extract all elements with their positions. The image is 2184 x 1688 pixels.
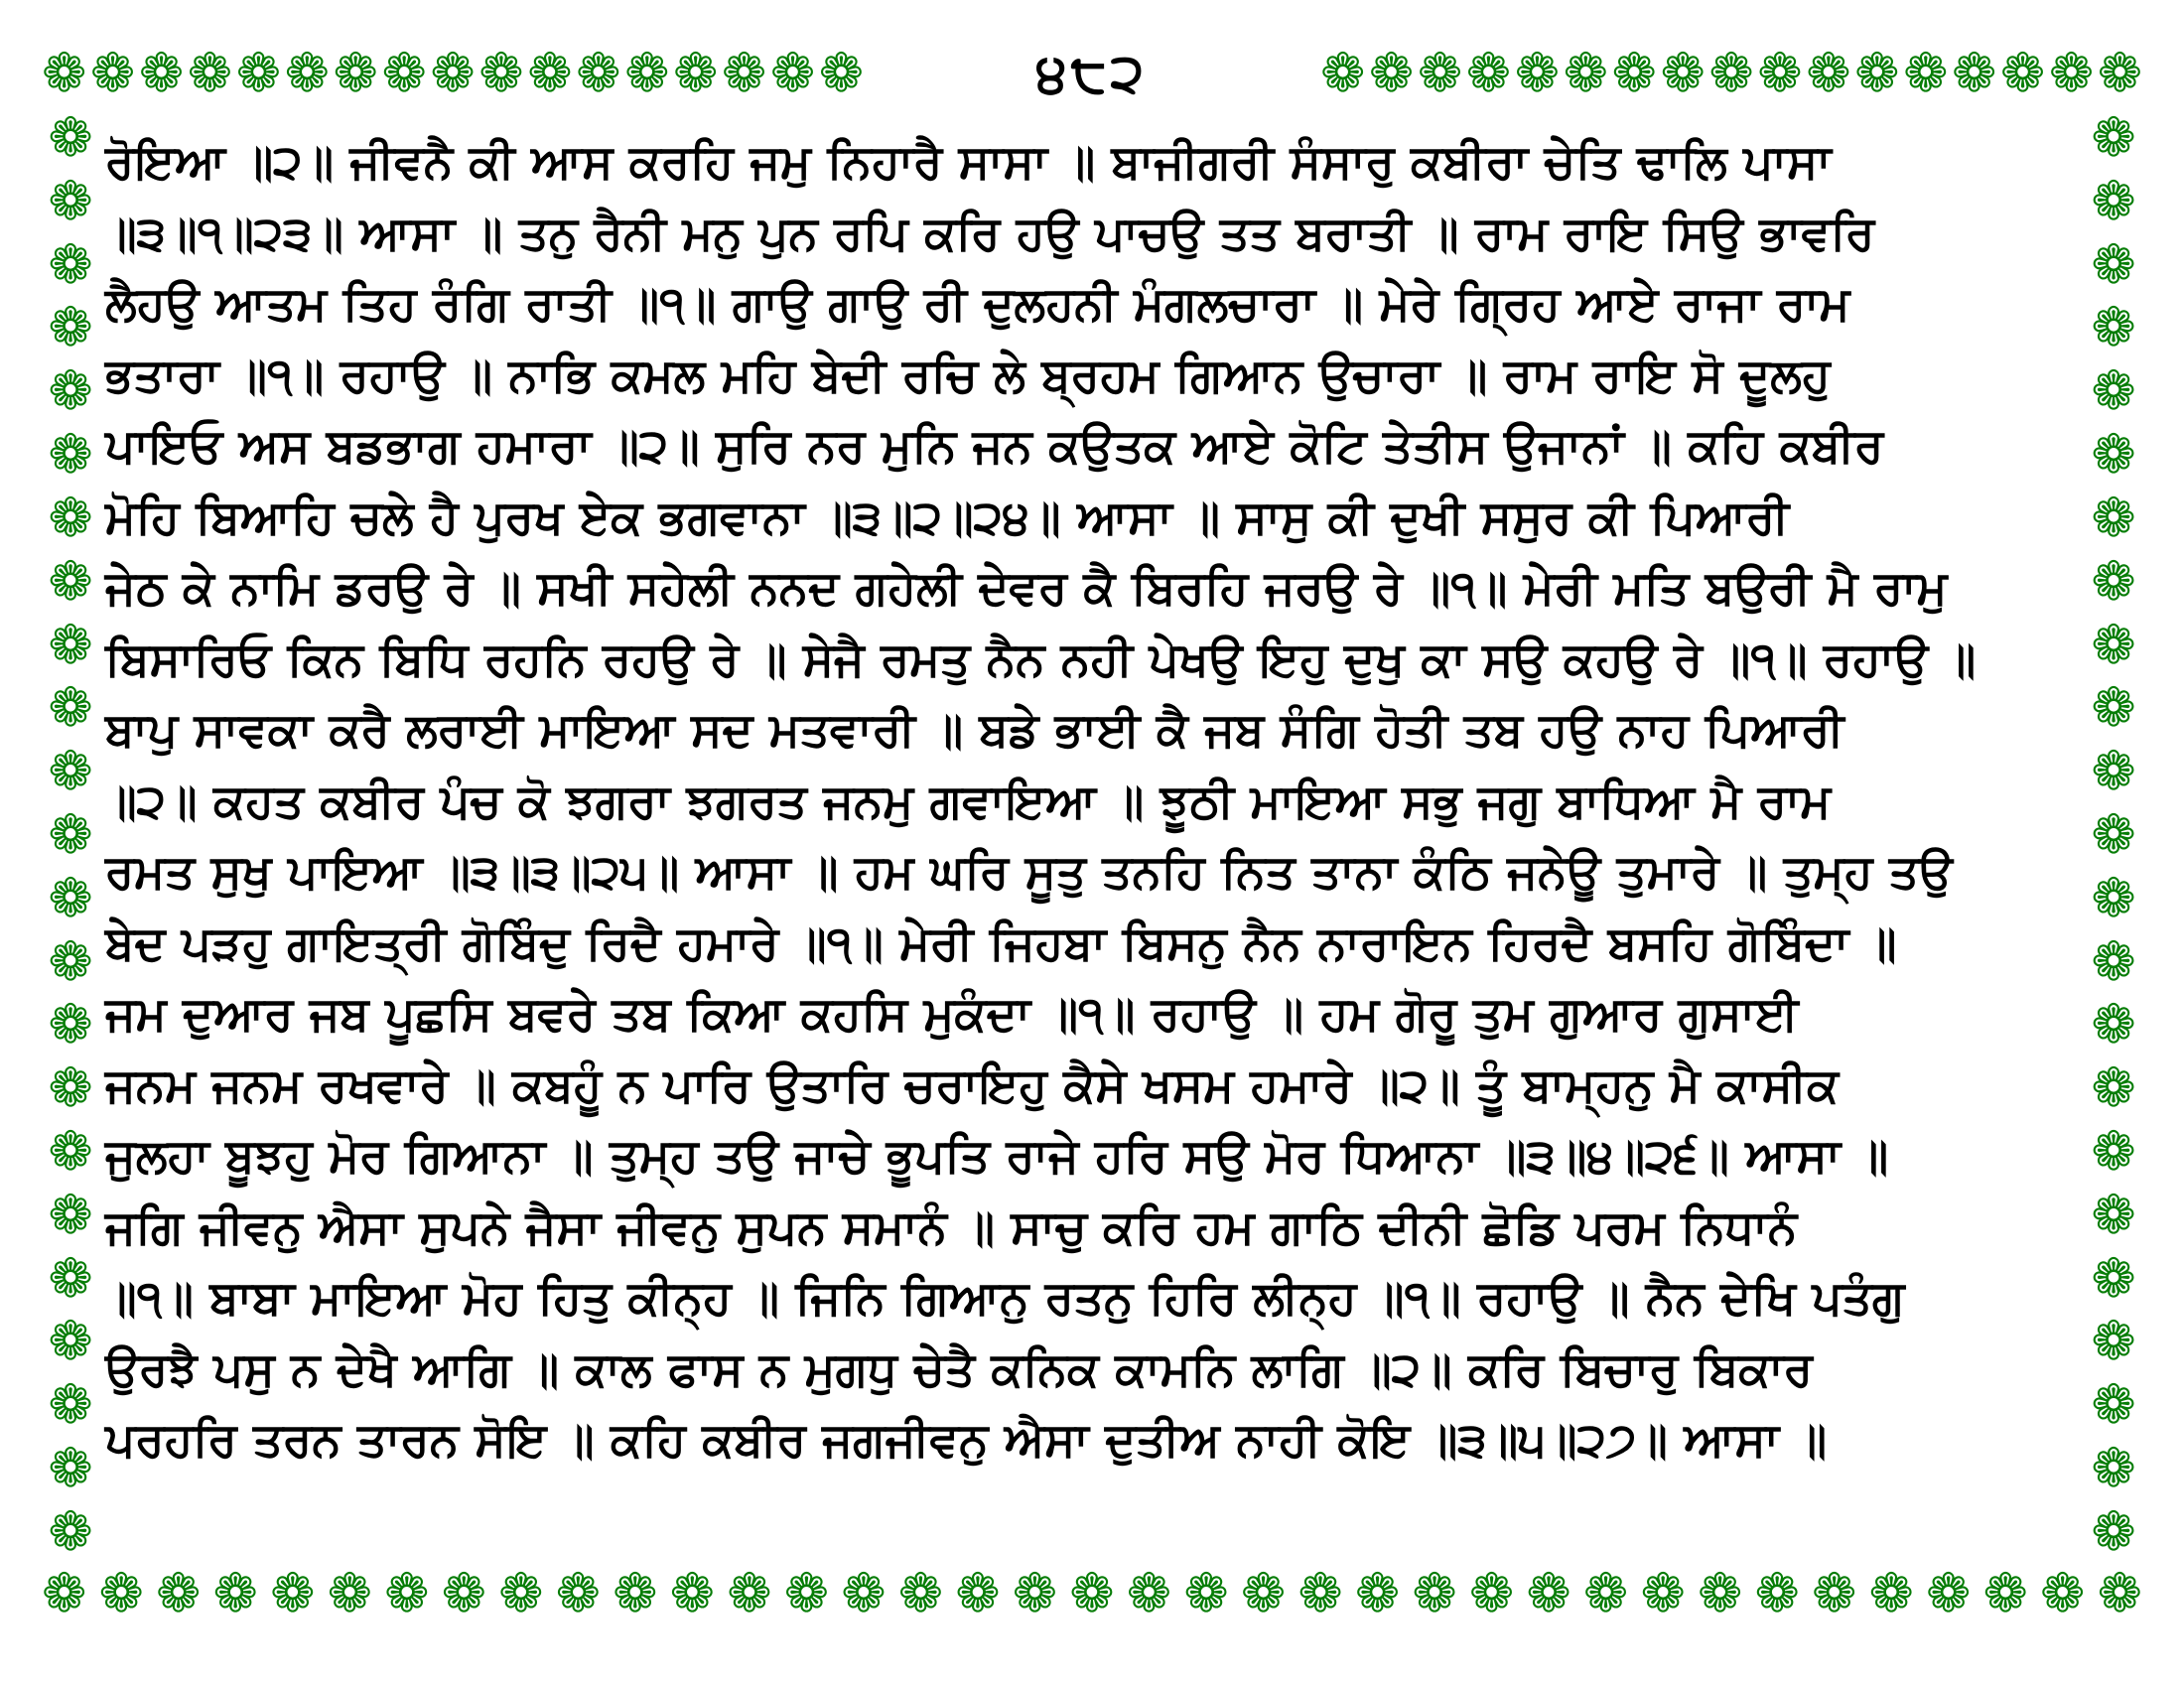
flower-icon: ❁: [42, 1562, 87, 1624]
flower-icon: ❁: [841, 1562, 887, 1624]
flower-icon: ❁: [48, 740, 93, 803]
page-number-slot: [864, 42, 1320, 105]
flower-icon: ❁: [783, 1562, 829, 1624]
flower-icon: ❁: [48, 169, 93, 232]
scripture-line: ਬਿਸਾਰਿਓ ਕਿਨ ਬਿਧਿ ਰਹਨਿ ਰਹਉ ਰੇ ॥ ਸੇਜੈ ਰਮਤੁ ਨੈਨ ਨਹੀ ਪੇਖਉ ਇਹੁ ਦੁਖੁ ਕਾ ਸਉ ਕਹਉ ਰੇ ॥੧॥ ਰਹਾਉ ॥: [105, 632, 1977, 687]
scripture-line: ਜਨਮ ਜਨਮ ਰਖਵਾਰੇ ॥ ਕਬਹੂੰ ਨ ਪਾਰਿ ਉਤਾਰਿ ਚਰਾਇਹੁ ਕੈਸੇ ਖਸਮ ਹਮਾਰੇ ॥੨॥ ਤੂੰ ਬਾਮ੍ਹਨੁ ਮੈ ਕਾਸੀਕ: [105, 1057, 1840, 1113]
flower-icon: ❁: [1697, 1562, 1743, 1624]
flower-icon: ❁: [1611, 42, 1657, 104]
scripture-line: ਰੋਇਆ ॥੨॥ ਜੀਵਨੈ ਕੀ ਆਸ ਕਰਹਿ ਜਮੁ ਨਿਹਾਰੈ ਸਾਸਾ ॥ ਬਾਜੀਗਰੀ ਸੰਸਾਰੁ ਕਬੀਰਾ ਚੇਤਿ ਢਾਲਿ ਪਾਸਾ: [105, 135, 1832, 190]
flower-icon: ❁: [1368, 42, 1415, 104]
flower-icon: ❁: [1660, 42, 1706, 104]
flower-icon: ❁: [1999, 42, 2046, 104]
flower-icon: ❁: [672, 42, 719, 104]
scripture-line: ਪਾਇਓ ਅਸ ਬਡਭਾਗ ਹਮਾਰਾ ॥੨॥ ਸੁਰਿ ਨਰ ਮੁਨਿ ਜਨ ਕਉਤਕ ਆਏ ਕੋਟਿ ਤੇਤੀਸ ਉਜਾਨਾਂ ॥ ਕਹਿ ਕਬੀਰ: [105, 419, 1884, 474]
flower-icon: ❁: [1412, 1562, 1457, 1624]
flower-icon: ❁: [818, 42, 864, 104]
flower-border-icon: [42, 1562, 2142, 1624]
flower-icon: ❁: [1582, 1562, 1629, 1624]
flower-icon: ❁: [1069, 1562, 1115, 1624]
scripture-line: ਉਰਝੈ ਪਸੁ ਨ ਦੇਖੈ ਆਗਿ ॥ ਕਾਲ ਫਾਸ ਨ ਮੁਗਧੁ ਚੇਤੈ ਕਨਿਕ ਕਾਮਨਿ ਲਾਗਿ ॥੨॥ ਕਰਿ ਬਿਚਾਰੁ ਬਿਕਾਰ: [105, 1341, 1813, 1397]
flower-icon: ❁: [1320, 42, 1366, 104]
flower-icon: ❁: [2091, 423, 2136, 487]
flower-icon: ❁: [478, 42, 524, 104]
scripture-line: ॥੧॥ ਬਾਬਾ ਮਾਇਆ ਮੋਹ ਹਿਤੁ ਕੀਨ੍ਹ ॥ ਜਿਨਿ ਗਿਆਨੁ ਰਤਨੁ ਹਿਰਿ ਲੀਨ੍ਹ ॥੧॥ ਰਹਾਉ ॥ ਨੈਨ ਦੇਖਿ ਪਤੰਗੁ: [105, 1271, 1905, 1326]
left-border: [42, 106, 99, 1563]
flower-icon: ❁: [48, 1310, 93, 1373]
right-border: [2085, 106, 2142, 1563]
flower-icon: ❁: [1468, 1562, 1515, 1624]
flower-icon: ❁: [187, 42, 233, 104]
scripture-line: ਮੋਹਿ ਬਿਆਹਿ ਚਲੇ ਹੈ ਪੁਰਖ ਏਕ ਭਗਵਾਨਾ ॥੩॥੨॥੨੪॥ ਆਸਾ ॥ ਸਾਸੁ ਕੀ ਦੁਖੀ ਸਸੁਰ ਕੀ ਪਿਆਰੀ: [105, 490, 1790, 545]
flower-icon: ❁: [48, 613, 93, 676]
top-border: [42, 42, 2142, 105]
flower-icon: ❁: [2091, 676, 2136, 740]
flower-icon: ❁: [48, 1120, 93, 1183]
flower-icon: ❁: [284, 42, 330, 104]
scripture-line: ॥੨॥ ਕਹਤ ਕਬੀਰ ਪੰਚ ਕੋ ਝਗਰਾ ਝਗਰਤ ਜਨਮੁ ਗਵਾਇਆ ॥ ਝੂਠੀ ਮਾਇਆ ਸਭੁ ਜਗੁ ਬਾਧਿਆ ਮੈ ਰਾਮ: [105, 774, 1832, 829]
flower-icon: ❁: [1465, 42, 1512, 104]
flower-icon: ❁: [1754, 1562, 1800, 1624]
flower-icon: ❁: [2091, 740, 2136, 803]
flower-icon: ❁: [42, 42, 87, 104]
flower-icon: ❁: [48, 296, 93, 359]
flower-icon: ❁: [48, 993, 93, 1056]
flower-icon: ❁: [555, 1562, 601, 1624]
flower-icon: ❁: [48, 676, 93, 740]
flower-icon: ❁: [1417, 42, 1463, 104]
flower-icon: ❁: [2091, 802, 2136, 866]
flower-icon: ❁: [1868, 1562, 1914, 1624]
flower-icon: ❁: [2091, 993, 2136, 1056]
flower-icon: ❁: [48, 929, 93, 993]
scripture-line: ਭਤਾਰਾ ॥੧॥ ਰਹਾਉ ॥ ਨਾਭਿ ਕਮਲ ਮਹਿ ਬੇਦੀ ਰਚਿ ਲੇ ਬ੍ਰਹਮ ਗਿਆਨ ਉਚਾਰਾ ॥ ਰਾਮ ਰਾਇ ਸੋ ਦੂਲਹੁ: [105, 348, 1831, 403]
flower-border-icon: [1320, 42, 2142, 104]
flower-icon: ❁: [235, 42, 281, 104]
flower-icon: ❁: [1903, 42, 1949, 104]
flower-icon: ❁: [1640, 1562, 1686, 1624]
scripture-line: ਰਮਤ ਸੁਖੁ ਪਾਇਆ ॥੩॥੩॥੨੫॥ ਆਸਾ ॥ ਹਮ ਘਰਿ ਸੂਤੁ ਤਨਹਿ ਨਿਤ ਤਾਨਾ ਕੰਠਿ ਜਨੇਊ ਤੁਮਾਰੇ ॥ ਤੁਮ੍ਹ ਤਉ: [105, 845, 1953, 900]
flower-icon: ❁: [48, 106, 93, 169]
flower-icon: ❁: [2091, 1246, 2136, 1310]
scripture-line: ॥੩॥੧॥੨੩॥ ਆਸਾ ॥ ਤਨੁ ਰੈਨੀ ਮਨੁ ਪੁਨ ਰਪਿ ਕਰਿ ਹਉ ਪਾਚਉ ਤਤ ਬਰਾਤੀ ॥ ਰਾਮ ਰਾਇ ਸਿਉ ਭਾਵਰਿ: [105, 206, 1875, 261]
flower-icon: ❁: [333, 42, 378, 104]
flower-icon: ❁: [669, 1562, 715, 1624]
flower-icon: ❁: [270, 1562, 316, 1624]
flower-icon: ❁: [2091, 232, 2136, 296]
flower-icon: ❁: [1012, 1562, 1058, 1624]
flower-icon: ❁: [2091, 866, 2136, 929]
flower-icon: ❁: [955, 1562, 1001, 1624]
flower-icon: ❁: [2091, 1310, 2136, 1373]
flower-icon: ❁: [1354, 1562, 1401, 1624]
page-number: ੪੮੨: [1035, 42, 1149, 104]
flower-icon: ❁: [727, 1562, 772, 1624]
flower-icon: ❁: [48, 1246, 93, 1310]
flower-icon: ❁: [2091, 106, 2136, 169]
scripture-line: ਜੁਲਹਾ ਬੂਝਹੁ ਮੋਰ ਗਿਆਨਾ ॥ ਤੁਮ੍ਹ ਤਉ ਜਾਚੇ ਭੂਪਤਿ ਰਾਜੇ ਹਰਿ ਸਉ ਮੋਰ ਧਿਆਨਾ ॥੩॥੪॥੨੬॥ ਆਸਾ ॥: [105, 1129, 1889, 1184]
flower-icon: ❁: [1183, 1562, 1229, 1624]
flower-icon: ❁: [2091, 613, 2136, 676]
flower-icon: ❁: [441, 1562, 486, 1624]
flower-icon: ❁: [2091, 296, 2136, 359]
flower-icon: ❁: [48, 1373, 93, 1437]
scripture-line: ਜਮ ਦੁਆਰ ਜਬ ਪੂਛਸਿ ਬਵਰੇ ਤਬ ਕਿਆ ਕਹਸਿ ਮੁਕੰਦਾ ॥੧॥ ਰਹਾਉ ॥ ਹਮ ਗੋਰੂ ਤੁਮ ਗੁਆਰ ਗੁਸਾਈ: [105, 987, 1799, 1042]
scripture-line: ਲੈਹਉ ਆਤਮ ਤਿਹ ਰੰਗਿ ਰਾਤੀ ॥੧॥ ਗਾਉ ਗਾਉ ਰੀ ਦੁਲਹਨੀ ਮੰਗਲਚਾਰਾ ॥ ਮੇਰੇ ਗ੍ਰਿਹ ਆਏ ਰਾਜਾ ਰਾਮ: [105, 277, 1850, 332]
flower-icon: ❁: [48, 486, 93, 549]
flower-icon: ❁: [48, 423, 93, 487]
scripture-line: ਪਰਹਰਿ ਤਰਨ ਤਾਰਨ ਸੋਇ ॥ ਕਹਿ ਕਬੀਰ ਜਗਜੀਵਨੁ ਐਸਾ ਦੁਤੀਅ ਨਾਹੀ ਕੋਇ ॥੩॥੫॥੨੭॥ ਆਸਾ ॥: [105, 1413, 1828, 1468]
flower-icon: ❁: [2097, 42, 2142, 104]
flower-icon: ❁: [498, 1562, 544, 1624]
flower-icon: ❁: [624, 42, 670, 104]
flower-icon: ❁: [1126, 1562, 1172, 1624]
flower-icon: ❁: [212, 1562, 258, 1624]
flower-icon: ❁: [138, 42, 185, 104]
flower-icon: ❁: [1854, 42, 1900, 104]
flower-icon: ❁: [2091, 1183, 2136, 1246]
flower-icon: ❁: [1926, 1562, 1972, 1624]
flower-icon: ❁: [48, 232, 93, 296]
flower-icon: ❁: [430, 42, 476, 104]
flower-icon: ❁: [2091, 929, 2136, 993]
flower-icon: ❁: [2097, 1562, 2142, 1624]
flower-icon: ❁: [327, 1562, 372, 1624]
flower-icon: ❁: [98, 1562, 144, 1624]
flower-icon: ❁: [48, 1056, 93, 1120]
flower-icon: ❁: [2091, 1499, 2136, 1563]
scripture-line: ਬੇਦ ਪੜਹੁ ਗਾਇਤ੍ਰੀ ਗੋਬਿੰਦੁ ਰਿਦੈ ਹਮਾਰੇ ॥੧॥ ਮੇਰੀ ਜਿਹਬਾ ਬਿਸਨੁ ਨੈਨ ਨਾਰਾਇਨ ਹਿਰਦੈ ਬਸਹਿ ਗੋਬਿੰਦਾ ॥: [105, 915, 1897, 971]
flower-icon: ❁: [1297, 1562, 1343, 1624]
flower-icon: ❁: [381, 42, 427, 104]
flower-icon: ❁: [576, 42, 621, 104]
flower-icon: ❁: [1951, 42, 1997, 104]
flower-icon: ❁: [769, 42, 816, 104]
flower-icon: ❁: [89, 42, 136, 104]
flower-icon: ❁: [48, 802, 93, 866]
bottom-border: [42, 1562, 2142, 1624]
flower-icon: ❁: [1240, 1562, 1287, 1624]
flower-icon: ❁: [2040, 1562, 2086, 1624]
flower-icon: ❁: [1526, 1562, 1571, 1624]
flower-icon: ❁: [2091, 1056, 2136, 1120]
scripture-line: ਜੇਠ ਕੇ ਨਾਮਿ ਡਰਉ ਰੇ ॥ ਸਖੀ ਸਹੇਲੀ ਨਨਦ ਗਹੇਲੀ ਦੇਵਰ ਕੈ ਬਿਰਹਿ ਜਰਉ ਰੇ ॥੧॥ ਮੇਰੀ ਮਤਿ ਬਉਰੀ ਮੈ ਰਾਮੁ: [105, 561, 1948, 616]
flower-icon: ❁: [1982, 1562, 2028, 1624]
flower-icon: ❁: [156, 1562, 202, 1624]
flower-border-icon: [42, 42, 864, 104]
flower-icon: ❁: [2091, 549, 2136, 613]
flower-icon: ❁: [48, 866, 93, 929]
flower-icon: ❁: [2091, 1437, 2136, 1500]
flower-icon: ❁: [2048, 42, 2095, 104]
flower-icon: ❁: [2091, 1120, 2136, 1183]
flower-icon: ❁: [48, 1437, 93, 1500]
scripture-line: ਬਾਪੁ ਸਾਵਕਾ ਕਰੈ ਲਰਾਈ ਮਾਇਆ ਸਦ ਮਤਵਾਰੀ ॥ ਬਡੇ ਭਾਈ ਕੈ ਜਬ ਸੰਗਿ ਹੋਤੀ ਤਬ ਹਉ ਨਾਹ ਪਿਆਰੀ: [105, 703, 1844, 758]
flower-icon: ❁: [48, 549, 93, 613]
flower-icon: ❁: [1708, 42, 1754, 104]
flower-icon: ❁: [1806, 42, 1851, 104]
flower-icon: ❁: [721, 42, 767, 104]
flower-icon: ❁: [613, 1562, 658, 1624]
flower-icon: ❁: [2091, 486, 2136, 549]
flower-icon: ❁: [2091, 169, 2136, 232]
flower-icon: ❁: [2091, 359, 2136, 423]
flower-icon: ❁: [1811, 1562, 1857, 1624]
flower-icon: ❁: [48, 359, 93, 423]
flower-icon: ❁: [384, 1562, 430, 1624]
flower-icon: ❁: [2091, 1373, 2136, 1437]
flower-icon: ❁: [48, 1499, 93, 1563]
scripture-text: [105, 127, 2079, 1477]
flower-icon: ❁: [1757, 42, 1803, 104]
flower-icon: ❁: [48, 1183, 93, 1246]
scripture-line: ਜਗਿ ਜੀਵਨੁ ਐਸਾ ਸੁਪਨੇ ਜੈਸਾ ਜੀਵਨੁ ਸੁਪਨ ਸਮਾਨੰ ॥ ਸਾਚੁ ਕਰਿ ਹਮ ਗਾਠਿ ਦੀਨੀ ਛੋਡਿ ਪਰਮ ਨਿਧਾਨੰ: [105, 1199, 1798, 1255]
flower-icon: ❁: [1563, 42, 1608, 104]
flower-icon: ❁: [527, 42, 573, 104]
flower-icon: ❁: [897, 1562, 943, 1624]
flower-icon: ❁: [1514, 42, 1560, 104]
